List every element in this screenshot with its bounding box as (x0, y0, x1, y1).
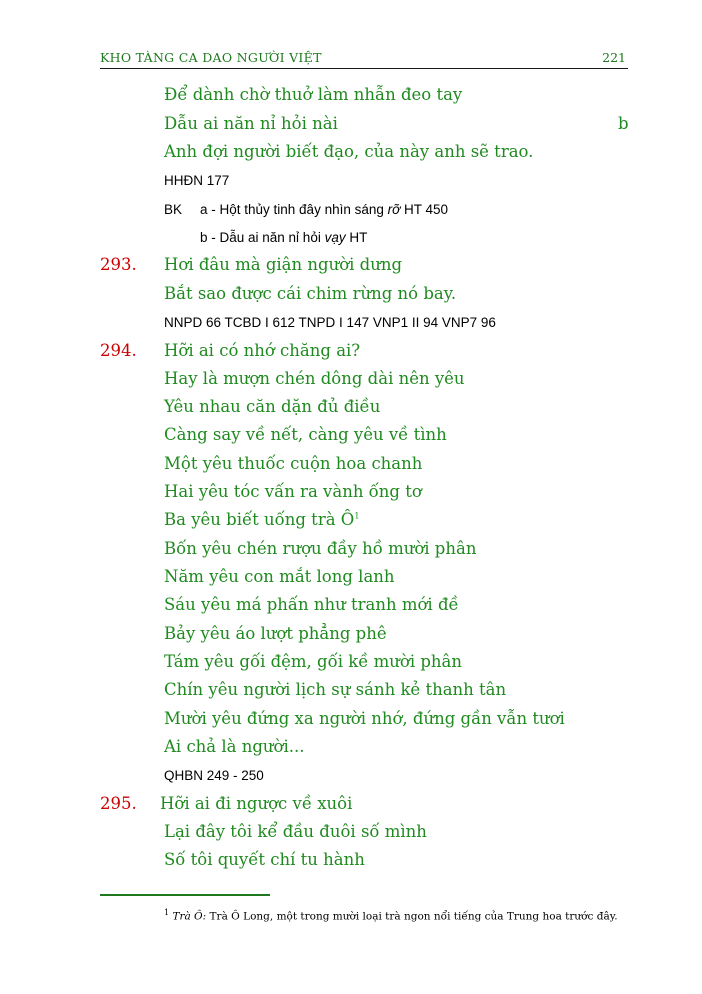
verse-line: Năm yêu con mắt long lanh (164, 567, 395, 586)
verse-line: Hỡi ai đi ngược về xuôi (160, 794, 353, 813)
variant-marker: b (618, 114, 629, 133)
verse-line (164, 510, 359, 529)
source-citation: NNPD 66 TCBD I 612 TNPD I 147 VNP1 II 94 VNP7 96 (164, 315, 496, 330)
verse-line: Bảy yêu áo lượt phẳng phê (164, 624, 387, 643)
verse-line: Chín yêu người lịch sự sánh kẻ thanh tân (164, 680, 507, 699)
verse-line: Hỡi ai có nhớ chăng ai? (164, 341, 361, 360)
page-number: 221 (602, 50, 626, 65)
entry-number: 295. (100, 794, 137, 813)
verse-line: Càng say về nết, càng yêu về tình (164, 425, 447, 444)
running-header (100, 50, 628, 69)
verse-line: Hai yêu tóc vấn ra vành ống tơ (164, 482, 422, 501)
variant-b-suffix: HT (345, 230, 368, 245)
verse-line: Tám yêu gối đệm, gối kề mười phân (164, 652, 463, 671)
variant-b-prefix: b - Dẫu ai năn nỉ hỏi (200, 230, 325, 245)
source-citation: HHĐN 177 (164, 173, 230, 188)
footnote-divider (100, 894, 270, 896)
variant-a-text (200, 202, 448, 217)
verse-line: Mười yêu đứng xa người nhớ, đứng gần vẫn tươi (164, 709, 565, 728)
footnote-term: Trà Ô: (172, 910, 207, 923)
variant-a-prefix: a - Hột thủy tinh đây nhìn sáng (200, 202, 388, 217)
variant-note-a (164, 202, 449, 217)
verse-line: Hay là mượn chén dông dài nên yêu (164, 369, 465, 388)
verse-line: Lại đây tôi kể đầu đuôi số mình (164, 822, 427, 841)
entry-number: 293. (100, 255, 137, 274)
variant-a-suffix: HT 450 (400, 202, 449, 217)
variant-note-b (200, 230, 367, 245)
verse-line: Một yêu thuốc cuộn hoa chanh (164, 454, 423, 473)
verse-line: Hơi đâu mà giận người dưng (164, 255, 403, 274)
verse-line: Dẫu ai năn nỉ hỏi nài (164, 114, 338, 133)
source-citation: QHBN 249 - 250 (164, 768, 264, 783)
verse-line: Bắt sao được cái chim rừng nó bay. (164, 284, 457, 303)
variant-b-italic: vạy (324, 230, 346, 245)
verse-line: Ai chả là người... (164, 737, 305, 756)
footnote-mark: 1 (164, 908, 170, 917)
book-title: KHO TÀNG CA DAO NGƯỜI VIỆT (100, 50, 322, 65)
verse-line: Bốn yêu chén rượu đầy hồ mười phân (164, 539, 477, 558)
footnote-text: Trà Ô Long, một trong mười loại trà ngon nổi tiếng của Trung hoa trước đây. (206, 910, 618, 923)
footnote-reference: 1 (354, 511, 360, 521)
verse-line: Để dành chờ thuở làm nhẫn đeo tay (164, 85, 463, 104)
verse-line: Anh đợi người biết đạo, của này anh sẽ trao. (164, 142, 534, 161)
verse-line: Số tôi quyết chí tu hành (164, 850, 365, 869)
verse-line: Yêu nhau căn dặn đủ điều (164, 397, 381, 416)
entry-number: 294. (100, 341, 137, 360)
verse-text: Ba yêu biết uống trà Ô (164, 510, 355, 529)
footnote (164, 908, 618, 923)
variant-a-italic: rỡ (387, 202, 401, 217)
variant-tag: BK (164, 202, 183, 217)
verse-line: Sáu yêu má phấn như tranh mới đề (164, 595, 459, 614)
